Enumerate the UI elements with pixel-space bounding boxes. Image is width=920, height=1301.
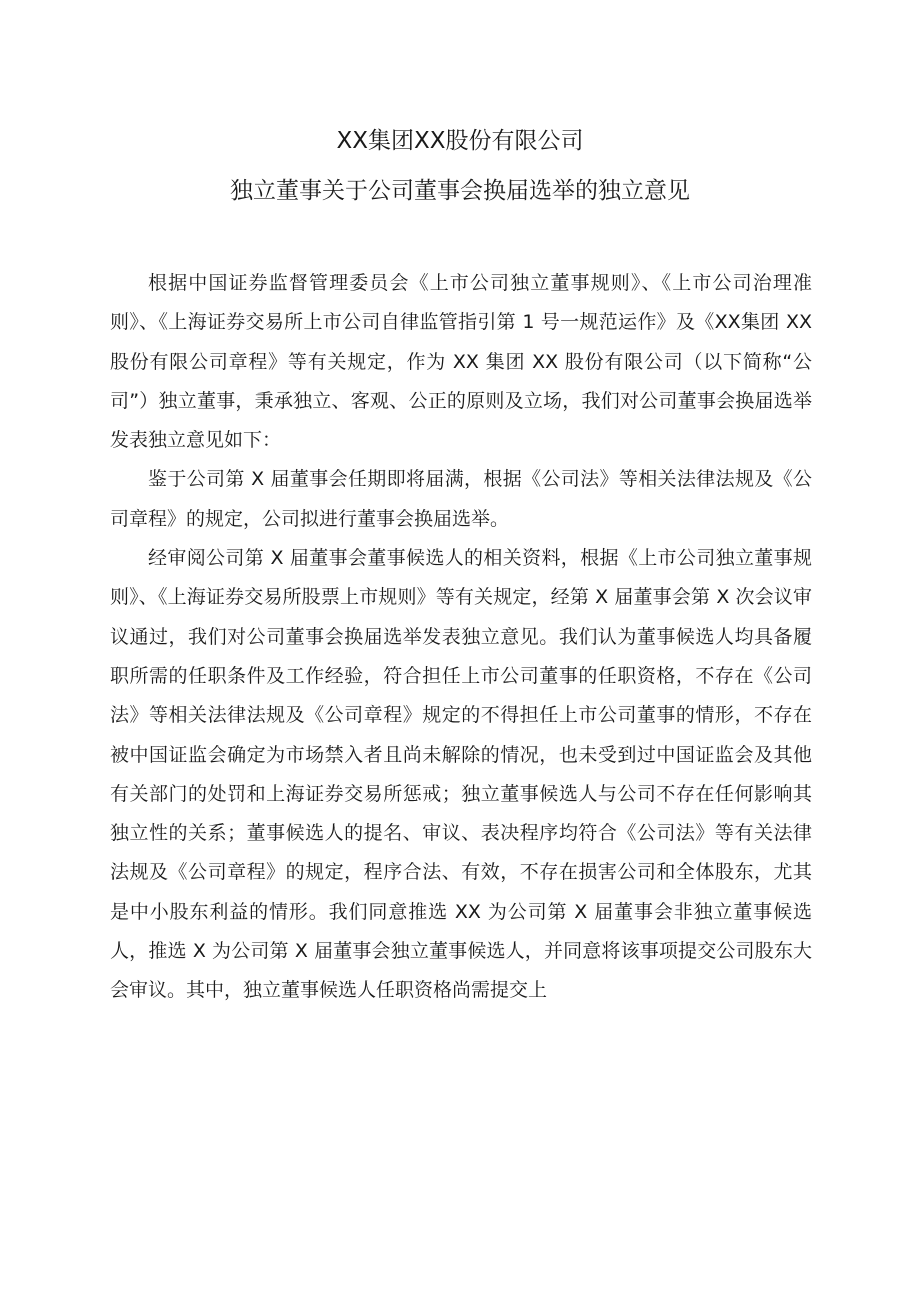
document-title-company: XX集团XX股份有限公司 [336, 128, 584, 154]
document-title: 独立董事关于公司董事会换届选举的独立意见 [230, 178, 690, 204]
paragraph-basis: 根据中国证券监督管理委员会《上市公司独立董事规则》、《上市公司治理准则》、《上海证券交易所上市公司自律监管指引第 1 号一规范运作》及《XX集团 XX 股份有限公司章程》等有关规定，作为 XX 集团 XX 股份有限公司（以下简称“公司”）独立董事，秉承独立、客观、公正的原则及立场，我们对公司董事会换届选举发表独立意见如下： [110, 272, 812, 452]
paragraph-opinion: 经审阅公司第 X 届董事会董事候选人的相关资料，根据《上市公司独立董事规则》、《上海证券交易所股票上市规则》等有关规定，经第 X 届董事会第 X 次会议审议通过，我们对公司董事会换届选举发表独立意见。我们认为董事候选人均具备履职所需的任职条件及工作经验，符合担任上市公司董事的任职资格，不存在《公司法》等相关法律法规及《公司章程》规定的不得担任上市公司董事的情形，不存在被中国证监会确定为市场禁入者且尚未解除的情况，也未受到过中国证监会及其他有关部门的处罚和上海证券交易所惩戒；独立董事候选人与公司不存在任何影响其独立性的关系；董事候选人的提名、审议、表决程序均符合《公司法》等有关法律法规及《公司章程》的规定，程序合法、有效，不存在损害公司和全体股东，尤其是中小股东利益的情形。我们同意推选 XX 为公司第 X 届董事会非独立董事候选人，推选 X 为公司第 X 届董事会独立董事候选人，并同意将该事项提交公司股东大会审议。其中，独立董事候选人任职资格尚需提交上 [110, 547, 812, 1002]
paragraph-term-expiry: 鉴于公司第 X 届董事会任期即将届满，根据《公司法》等相关法律法规及《公司章程》的规定，公司拟进行董事会换届选举。 [110, 468, 812, 530]
document-body [110, 264, 812, 1011]
